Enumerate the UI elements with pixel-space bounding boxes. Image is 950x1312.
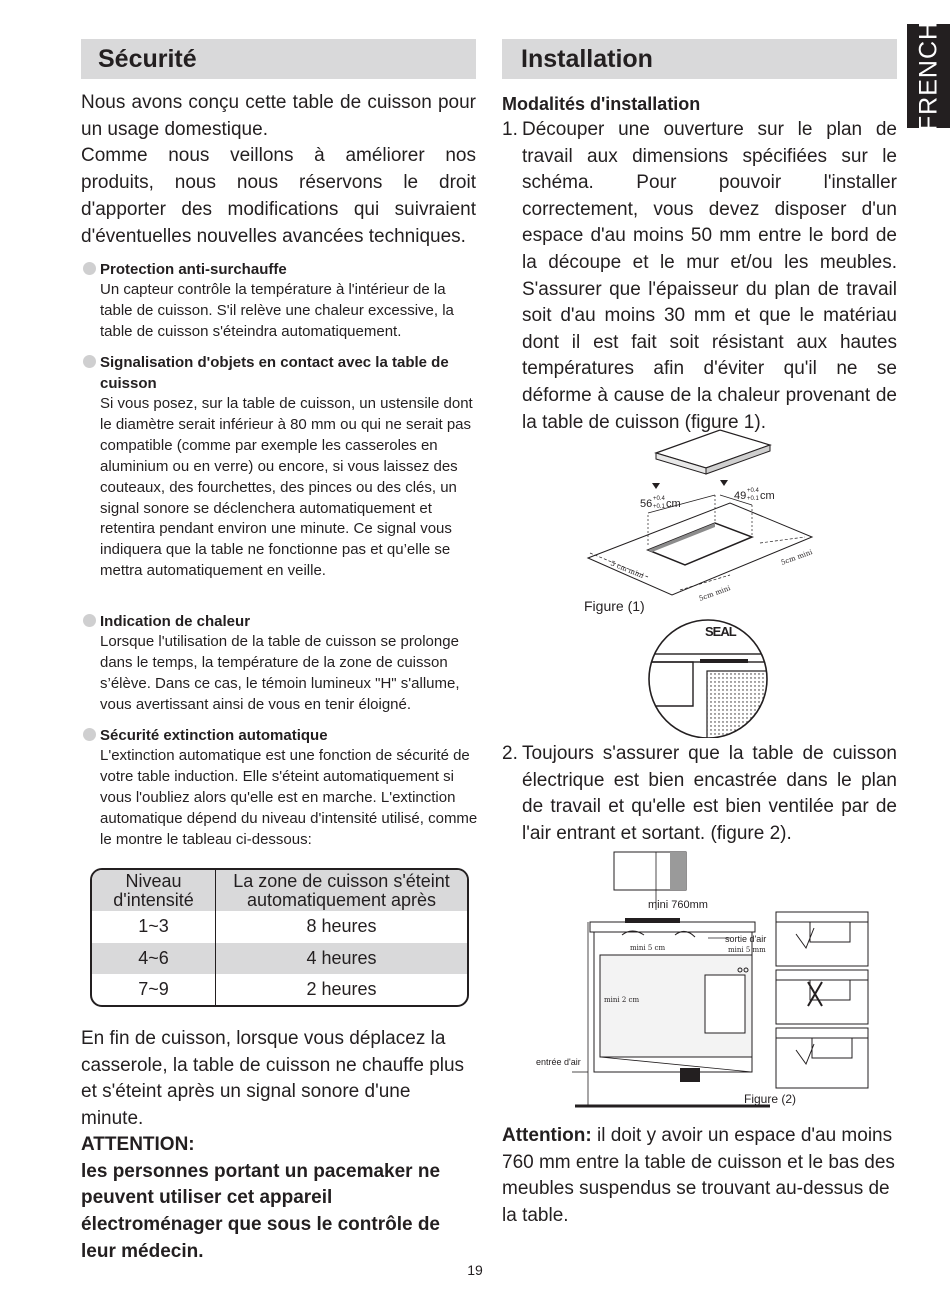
dim-49-tol2: +0.1 (747, 496, 759, 502)
bullet-icon (83, 614, 96, 627)
sortie-air-label: sortie d'air (725, 934, 767, 944)
shutoff-table (90, 868, 469, 1007)
bullet-title: Signalisation d'objets en contact avec la table de cuisson (100, 354, 449, 392)
mini-2cm-label: mini 2 cm (604, 996, 640, 1004)
dim-49-tol: +0.4 (747, 488, 759, 494)
dim-49-label: 49 (734, 490, 747, 502)
table-header-row (92, 870, 467, 911)
figure-2-caption: Figure (2) (744, 1092, 797, 1106)
attention-body: les personnes portant un pacemaker ne peuvent utiliser cet appareil électroménager que sous le contrôle de leur médecin. (81, 1160, 441, 1262)
bullet-body: Un capteur contrôle la température à l'intérieur de la table de cuisson. S'il relève une chaleur excessive, la table de cuisson s'éteindra automatiquement. (100, 281, 454, 340)
bullet-icon (83, 262, 96, 275)
step-1 (502, 117, 897, 436)
attention-label: Attention: (502, 1125, 592, 1146)
table-cell: 7~9 (92, 974, 216, 1005)
bullet-item (83, 352, 478, 582)
mini-label-a: 5 cm mini (609, 559, 645, 581)
table-row (92, 911, 467, 942)
step-text: Toujours s'assurer que la table de cuisson électrique est bien encastrée dans le plan de travail et qu'elle est bien ventilée par de l'air entrant et sortant. (figure 2). (522, 743, 897, 844)
step-text: Découper une ouverture sur le plan de travail aux dimensions spécifiées sur le schéma. Pour pouvoir l'installer correctement, vous devez disposer d'un espace d'au moins 50 mm entre le bord de la découpe et le mur et/ou les meubles. S'assurer que l'épaisseur du plan de travail soit d'au moins 30 mm et que le matériau dont il est fait soit résistant aux hautes températures afin d'éviter qu'il ne se déforme à cause de la chaleur provenant de la table de cuisson (figure 1). (522, 119, 897, 433)
table-cell: 8 heures (306, 916, 377, 937)
table-cell: 1~3 (92, 911, 216, 942)
bullet-body: L'extinction automatique est une fonction de sécurité de votre table induction. Elle s'éteint automatiquement si vous l'oubliez alors qu'elle est en marche. L'extinction automatique dépend du niveau d'intensité utilisé, comme le montre le tableau ci-dessous: (100, 747, 478, 848)
attention-title: ATTENTION: (81, 1134, 195, 1155)
table-header: La zone de cuisson s'éteint automatiquement après (216, 870, 467, 911)
mini-label-c: 5cm mini (779, 548, 814, 567)
bullet-icon (83, 355, 96, 368)
installation-attention (502, 1123, 897, 1230)
entree-air-label: entrée d'air (536, 1057, 581, 1067)
subheading: Modalités d'installation (502, 94, 701, 114)
table-header: Niveau d'intensité (92, 870, 216, 911)
language-tab (907, 20, 950, 132)
seal-label: SEAL (705, 624, 736, 639)
bullet-icon (83, 728, 96, 741)
ventilation-diagram (530, 850, 875, 1115)
mini-760-label: mini 760mm (648, 899, 708, 911)
dim-49-unit: cm (760, 490, 775, 502)
bullet-title: Indication de chaleur (100, 613, 251, 630)
bullet-body: Si vous posez, sur la table de cuisson, un ustensile dont le diamètre serait inférieur à 80 mm ou qui ne serait pas compatible (comme par exemple les casseroles en aluminium ou en verre) ou encore, si vous laissez des couteaux, des fourchettes, des pinces ou des clés, un signal sonore se déclenchera automatiquement et retentira pendant environ une minute. Ce signal vous indiquera que la table ne fonctionne pas et qu’elle se mettra automatiquement en veille. (100, 395, 473, 580)
table-row (92, 974, 467, 1005)
bullet-item (83, 611, 478, 716)
bullet-body: Lorsque l'utilisation de la table de cuisson se prolonge dans le temps, la température de la zone de cuisson s’élève. Dans ce cas, le témoin lumineux "H" s'allume, vous avertissant ainsi de vous en tenir éloigné. (100, 633, 460, 713)
step-2 (502, 741, 897, 847)
dim-56-tol2: +0.1 (653, 504, 665, 510)
attention-block (81, 1132, 476, 1266)
step-number: 2. (502, 743, 518, 764)
table-cell: 4 heures (216, 943, 467, 974)
section-heading-securite: Sécurité (81, 39, 476, 79)
mini-5mm-label: mini 5 mm (728, 946, 766, 954)
attention-text: il doit y avoir un espace d'au moins 760 mm entre la table de cuisson et le bas des meubles suspendus se trouvant au-dessus de la table. (502, 1125, 895, 1227)
intro-text-2: Comme nous veillons à améliorer nos produits, nous nous réservons le droit d'apporter des modifications qui suivraient d'éventuelles nouvelles avancées techniques. (81, 145, 476, 247)
table-row (92, 943, 467, 974)
mini-5cm-label: mini 5 cm (630, 944, 666, 952)
dim-56-label: 56 (640, 498, 653, 510)
table-cell: 2 heures (306, 978, 377, 999)
intro-paragraph (81, 90, 476, 250)
bullet-title: Sécurité extinction automatique (100, 727, 328, 744)
after-table-paragraph: En fin de cuisson, lorsque vous déplacez la casserole, la table de cuisson ne chauffe plus et s'éteint après un signal sonore d'une minute. (81, 1028, 465, 1130)
dim-56-tol: +0.4 (653, 496, 665, 502)
step-number: 1. (502, 119, 518, 140)
bullet-title: Protection anti-surchauffe (100, 261, 287, 278)
page-number: 19 (467, 1262, 483, 1278)
seal-detail-diagram (645, 616, 770, 738)
bullet-item (83, 259, 478, 343)
table-cell: 4~6 (92, 943, 216, 974)
language-label: FRENCH (914, 20, 942, 132)
cutout-diagram (580, 425, 820, 610)
section-heading-installation: Installation (502, 39, 897, 79)
bullet-item (83, 725, 478, 851)
figure-1-caption: Figure (1) (584, 598, 645, 614)
dim-56-unit: cm (666, 498, 681, 510)
intro-text: Nous avons conçu cette table de cuisson pour un usage domestique. (81, 92, 476, 140)
mini-label-b: 5cm mini (697, 584, 732, 603)
